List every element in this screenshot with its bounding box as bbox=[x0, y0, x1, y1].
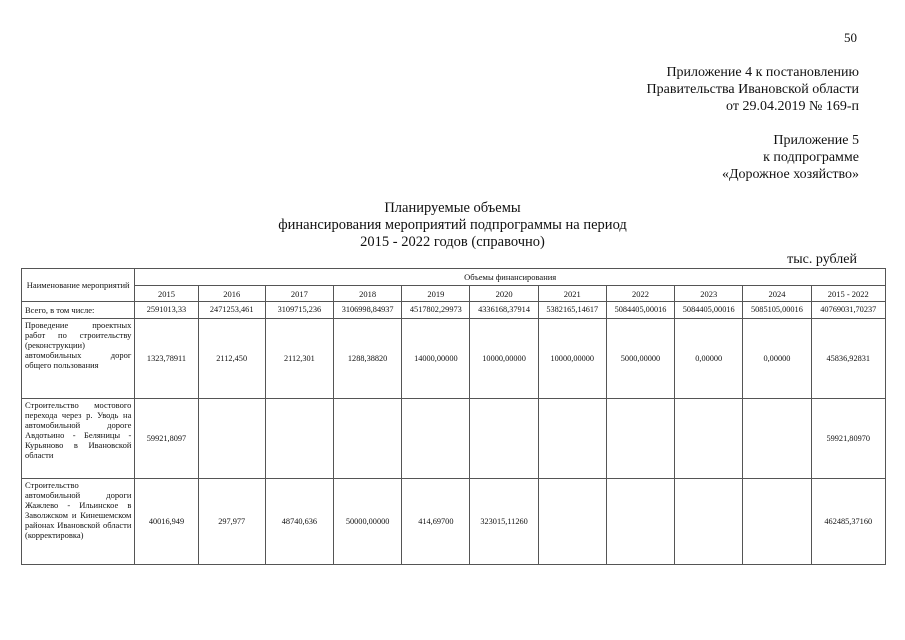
units-label: тыс. рублей bbox=[787, 252, 857, 267]
value-cell bbox=[538, 399, 606, 479]
table-row bbox=[22, 479, 886, 565]
year-header: 2023 bbox=[675, 286, 743, 302]
row-name: Всего, в том числе: bbox=[22, 302, 135, 319]
value-cell: 14000,00000 bbox=[402, 319, 470, 399]
year-header: 2017 bbox=[265, 286, 333, 302]
value-cell: 414,69700 bbox=[402, 479, 470, 565]
title-line: 2015 - 2022 годов (справочно) bbox=[360, 234, 545, 250]
value-cell: 1288,38820 bbox=[334, 319, 402, 399]
value-cell: 50000,00000 bbox=[334, 479, 402, 565]
appendix-4-line: от 29.04.2019 № 169-п bbox=[726, 99, 859, 114]
value-cell bbox=[470, 399, 538, 479]
year-header: 2021 bbox=[538, 286, 606, 302]
value-cell: 462485,37160 bbox=[811, 479, 885, 565]
value-cell: 3109715,236 bbox=[265, 302, 333, 319]
value-cell: 59921,8097 bbox=[135, 399, 198, 479]
appendix-4-header bbox=[647, 64, 859, 115]
value-cell: 1323,78911 bbox=[135, 319, 198, 399]
value-cell bbox=[198, 399, 265, 479]
value-cell bbox=[334, 399, 402, 479]
appendix-4-line: Правительства Ивановской области bbox=[646, 82, 859, 97]
year-header: 2018 bbox=[334, 286, 402, 302]
value-cell bbox=[743, 399, 811, 479]
appendix-4-line: Приложение 4 к постановлению bbox=[666, 65, 859, 80]
title-line: финансирования мероприятий подпрограммы на период bbox=[278, 217, 627, 233]
value-cell: 2471253,461 bbox=[198, 302, 265, 319]
value-cell bbox=[402, 399, 470, 479]
value-cell: 0,00000 bbox=[675, 319, 743, 399]
value-cell: 5084405,00016 bbox=[606, 302, 674, 319]
year-header: 2016 bbox=[198, 286, 265, 302]
value-cell: 4336168,37914 bbox=[470, 302, 538, 319]
value-cell bbox=[606, 479, 674, 565]
value-cell: 297,977 bbox=[198, 479, 265, 565]
value-cell: 5085105,00016 bbox=[743, 302, 811, 319]
year-header: 2022 bbox=[606, 286, 674, 302]
value-cell bbox=[265, 399, 333, 479]
year-header: 2024 bbox=[743, 286, 811, 302]
page-number: 50 bbox=[844, 30, 857, 45]
value-cell: 59921,80970 bbox=[811, 399, 885, 479]
year-header: 2020 bbox=[470, 286, 538, 302]
value-cell bbox=[743, 479, 811, 565]
value-cell: 5084405,00016 bbox=[675, 302, 743, 319]
value-cell: 2591013,33 bbox=[135, 302, 198, 319]
value-cell: 5000,00000 bbox=[606, 319, 674, 399]
row-name: Строительство автомобильной дороги Жажлево - Ильинское в Заволжском и Кинешемском районах Ивановской области (корректировка) bbox=[22, 479, 135, 565]
table-row bbox=[22, 319, 886, 399]
value-cell: 48740,636 bbox=[265, 479, 333, 565]
appendix-5-line: «Дорожное хозяйство» bbox=[721, 167, 859, 182]
volumes-column-header: Объемы финансирования bbox=[135, 269, 886, 286]
year-header: 2019 bbox=[402, 286, 470, 302]
appendix-5-line: Приложение 5 bbox=[773, 133, 859, 148]
value-cell: 0,00000 bbox=[743, 319, 811, 399]
value-cell: 5382165,14617 bbox=[538, 302, 606, 319]
value-cell bbox=[675, 479, 743, 565]
year-header: 2015 bbox=[135, 286, 198, 302]
title-line: Планируемые объемы bbox=[384, 200, 521, 216]
value-cell bbox=[675, 399, 743, 479]
value-cell: 3106998,84937 bbox=[334, 302, 402, 319]
value-cell: 40016,949 bbox=[135, 479, 198, 565]
value-cell bbox=[538, 479, 606, 565]
appendix-5-header bbox=[722, 132, 859, 183]
name-column-header: Наименование мероприятий bbox=[22, 269, 135, 302]
value-cell: 2112,301 bbox=[265, 319, 333, 399]
table-row bbox=[22, 399, 886, 479]
row-name: Строительство мостового перехода через р. Уводь на автомобильной дороге Авдотьино - Беляницы - Курьяново в Ивановской области bbox=[22, 399, 135, 479]
row-name: Проведение проектных работ по строительству (реконструкции) автомобильных дорог общего пользования bbox=[22, 319, 135, 399]
value-cell: 323015,11260 bbox=[470, 479, 538, 565]
financing-table bbox=[21, 268, 886, 565]
value-cell: 10000,00000 bbox=[538, 319, 606, 399]
value-cell: 45836,92831 bbox=[811, 319, 885, 399]
year-header: 2015 - 2022 bbox=[811, 286, 885, 302]
value-cell: 4517802,29973 bbox=[402, 302, 470, 319]
value-cell: 10000,00000 bbox=[470, 319, 538, 399]
value-cell bbox=[606, 399, 674, 479]
appendix-5-line: к подпрограмме bbox=[763, 150, 859, 165]
value-cell: 2112,450 bbox=[198, 319, 265, 399]
value-cell: 40769031,70237 bbox=[811, 302, 885, 319]
document-title bbox=[0, 200, 905, 251]
table-row bbox=[22, 302, 886, 319]
